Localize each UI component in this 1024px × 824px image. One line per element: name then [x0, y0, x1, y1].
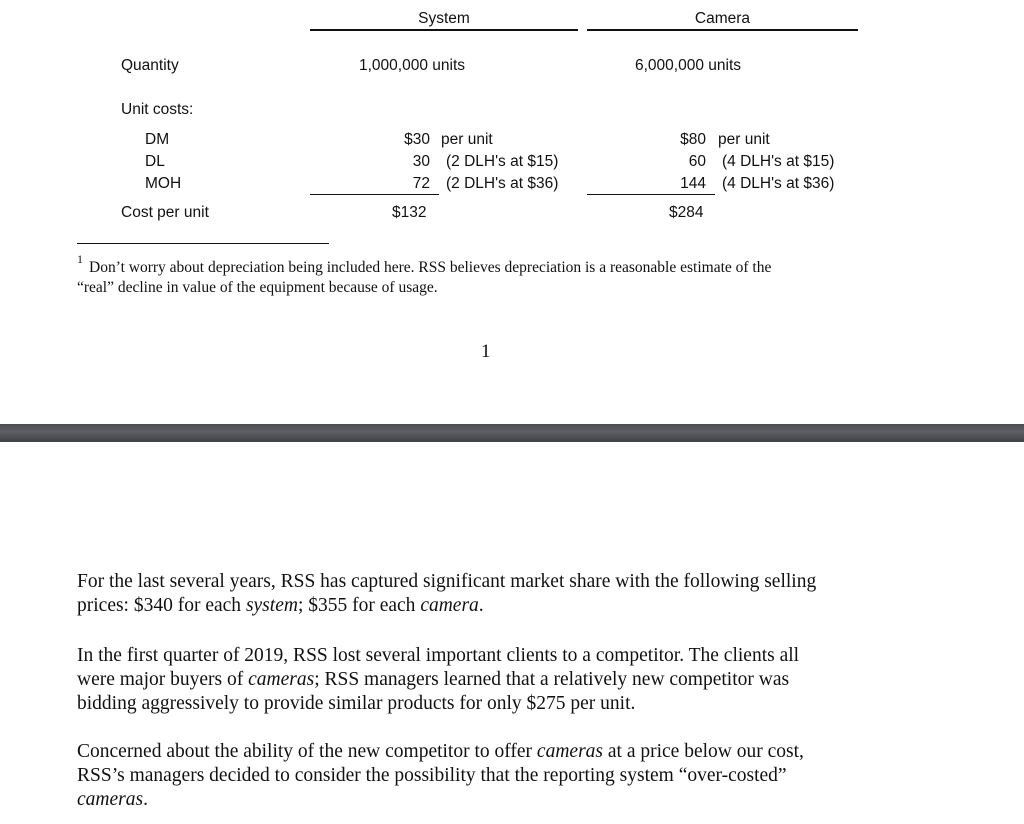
system-dl-amount: 30: [412, 153, 430, 170]
system-dm-amount: $30: [404, 131, 430, 148]
cost-per-unit-label: Cost per unit: [121, 204, 209, 221]
paragraph-over-costed: [77, 740, 897, 812]
paragraph-2-line-2: were major buyers of cameras; RSS managers learned that a relatively new competitor was: [77, 669, 790, 690]
camera-dl-note: (4 DLH's at $15): [722, 153, 835, 170]
document-page-2: [0, 442, 1024, 824]
system-cost-per-unit: $132: [392, 204, 427, 221]
system-moh-note: (2 DLH's at $36): [446, 175, 559, 192]
paragraph-3-line-2: RSS’s managers decided to consider the possibility that the reporting system “over-costed”: [77, 765, 787, 786]
paragraph-2-line-1: In the first quarter of 2019, RSS lost several important clients to a competitor. The clients all: [77, 645, 800, 666]
paragraph-1-line-1: For the last several years, RSS has captured significant market share with the following selling: [77, 571, 817, 592]
camera-moh-note: (4 DLH's at $36): [722, 175, 835, 192]
dl-label: DL: [145, 153, 165, 170]
system-quantity: 1,000,000 units: [359, 57, 466, 74]
system-dm-note: per unit: [441, 131, 493, 148]
camera-header-rule: [587, 29, 858, 31]
paragraph-1-line-2: prices: $340 for each system; $355 for each camera.: [77, 595, 484, 616]
camera-dm-amount: $80: [680, 131, 706, 148]
system-moh-amount: 72: [412, 175, 430, 192]
footnote-marker: 1: [77, 252, 83, 266]
paragraph-lost-clients: [77, 644, 897, 716]
camera-moh-amount: 144: [680, 175, 706, 192]
paragraph-2-line-3: bidding aggressively to provide similar products for only $275 per unit.: [77, 693, 636, 714]
footnote-line-2: “real” decline in value of the equipment because of usage.: [77, 279, 438, 296]
footnote-line-1: Don’t worry about depreciation being included here. RSS believes depreciation is a reasonable estimate of the: [89, 259, 772, 276]
dm-label: DM: [145, 131, 170, 148]
camera-cost-per-unit: $284: [669, 204, 704, 221]
paragraph-selling-prices: [77, 570, 897, 618]
camera-quantity: 6,000,000 units: [635, 57, 742, 74]
system-column-header: System: [418, 10, 470, 27]
system-subtotal-rule: [310, 194, 439, 195]
system-header-rule: [310, 29, 578, 31]
page-separator: [0, 424, 1024, 442]
quantity-label: Quantity: [121, 57, 179, 74]
unit-costs-label: Unit costs:: [121, 101, 194, 118]
camera-subtotal-rule: [587, 194, 715, 195]
footnote-separator: [77, 243, 329, 244]
camera-dl-amount: 60: [688, 153, 706, 170]
moh-label: MOH: [145, 175, 182, 192]
camera-column-header: Camera: [694, 10, 751, 27]
paragraph-3-line-1: Concerned about the ability of the new competitor to offer cameras at a price below our cost,: [77, 741, 804, 762]
system-dl-note: (2 DLH's at $15): [446, 153, 559, 170]
page-number: 1: [481, 341, 491, 362]
paragraph-3-line-3: cameras.: [77, 789, 148, 810]
camera-dm-note: per unit: [718, 131, 770, 148]
